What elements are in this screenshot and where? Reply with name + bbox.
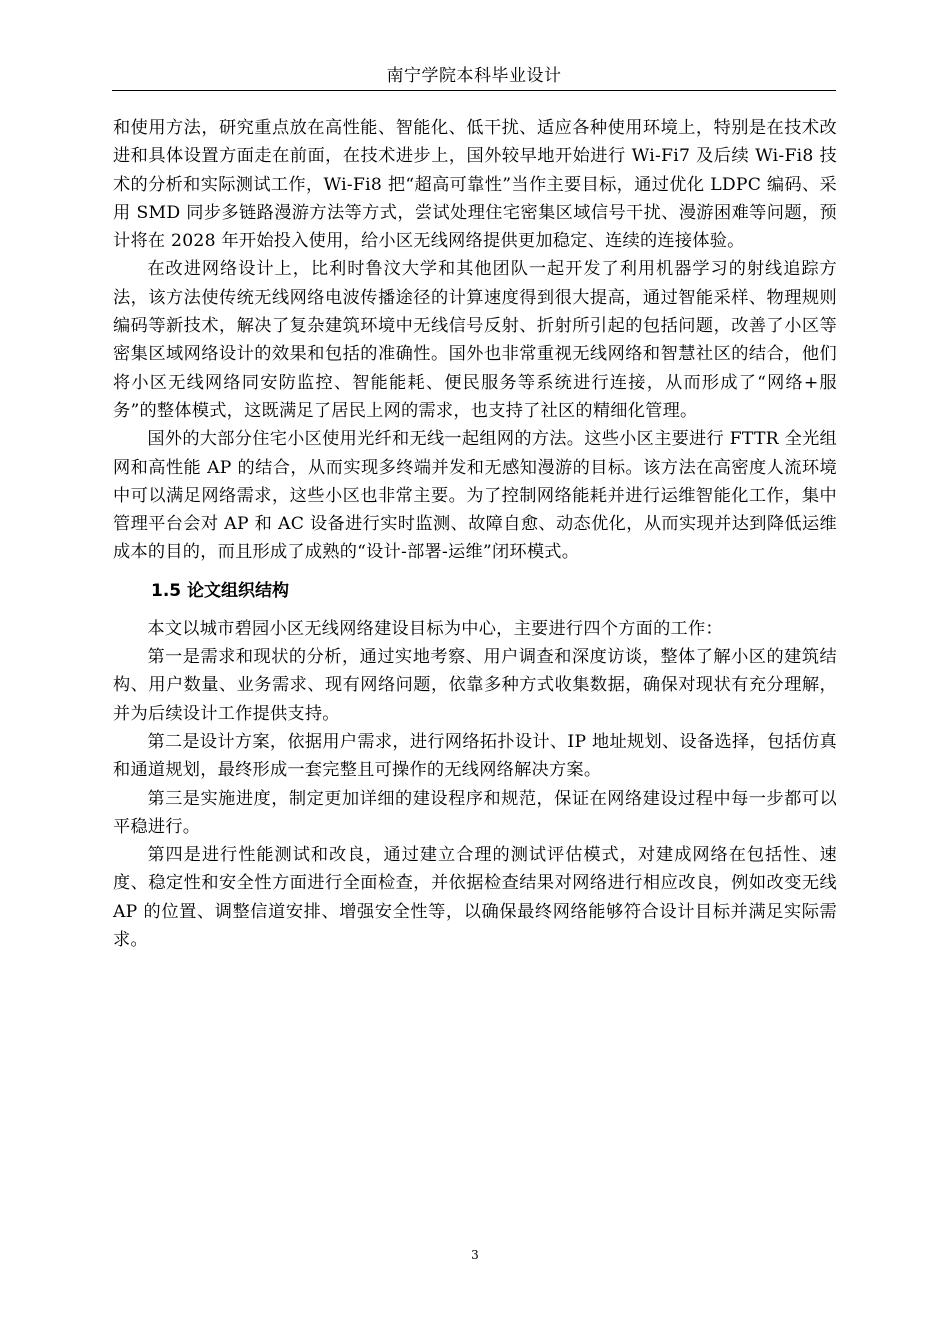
page-header-title: 南宁学院本科毕业设计 bbox=[386, 66, 562, 86]
page-number: 3 bbox=[471, 1248, 479, 1262]
page-header bbox=[112, 62, 836, 91]
body-paragraph-first-task: 第一是需求和现状的分析，通过实地考察、用户调查和深度访谈，整体了解小区的建筑结构、用户数量、业务需求、现有网络问题，依靠多种方式收集数据，确保对现状有充分理解，并为后续设计工作提供支持。 bbox=[113, 647, 837, 724]
body-paragraph-overview: 本文以城市碧园小区无线网络建设目标为中心，主要进行四个方面的工作： bbox=[147, 618, 723, 639]
body-paragraph-second-task: 第二是设计方案，依据用户需求，进行网络拓扑设计、IP 地址规划、设备选择，包括仿真和通道规划，最终形成一套完整且可操作的无线网络解决方案。 bbox=[113, 731, 837, 781]
section-heading: 1.5 论文组织结构 bbox=[151, 580, 290, 601]
body-paragraph-network-design: 在改进网络设计上，比利时鲁汶大学和其他团队一起开发了利用机器学习的射线追踪方法，该方法使传统无线网络电波传播途径的计算速度得到很大提高，通过智能采样、物理规则编码等新技术，解决了复杂建筑环境中无线信号反射、折射所引起的包括问题，改善了小区等密集区域网络设计的效果和包括的准确性。国外也非常重视无线网络和智慧社区的结合，他们将小区无线网络同安防监控、智能能耗、便民服务等系统进行连接，从而形成了“网络+服务”的整体模式，这既满足了居民上网的需求，也支持了社区的精细化管理。 bbox=[113, 259, 837, 421]
body-paragraph-fourth-task: 第四是进行性能测试和改良，通过建立合理的测试评估模式，对建成网络在包括性、速度、稳定性和安全性方面进行全面检查，并依据检查结果对网络进行相应改良，例如改变无线 AP 的位置、调整信道安排、增强安全性等，以确保最终网络能够符合设计目标并满足实际需求。 bbox=[113, 845, 837, 951]
body-paragraph-foreign-residential: 国外的大部分住宅小区使用光纤和无线一起组网的方法。这些小区主要进行 FTTR 全光组网和高性能 AP 的结合，从而实现多终端并发和无感知漫游的目标。该方法在高密度人流环境中可以满足网络需求，这些小区也非常主要。为了控制网络能耗并进行运维智能化工作，集中管理平台会对 AP 和 AC 设备进行实时监测、故障自愈、动态优化，从而实现并达到降低运维成本的目的，而且形成了成熟的“设计-部署-运维”闭环模式。 bbox=[113, 429, 837, 563]
body-paragraph-continuation: 和使用方法，研究重点放在高性能、智能化、低干扰、适应各种使用环境上，特别是在技术改进和具体设置方面走在前面，在技术进步上，国外较早地开始进行 Wi-Fi7 及后续 Wi-Fi8 技术的分析和实际测试工作，Wi-Fi8 把“超高可靠性”当作主要目标，通过优化 LDPC 编码、采用 SMD 同步多链路漫游方法等方式，尝试处理住宅密集区域信号干扰、漫游困难等问题，预计将在 2028 年开始投入使用，给小区无线网络提供更加稳定、连续的连接体验。 bbox=[113, 118, 837, 252]
page-body bbox=[113, 114, 837, 954]
body-paragraph-third-task: 第三是实施进度，制定更加详细的建设程序和规范，保证在网络建设过程中每一步都可以平稳进行。 bbox=[113, 788, 837, 837]
